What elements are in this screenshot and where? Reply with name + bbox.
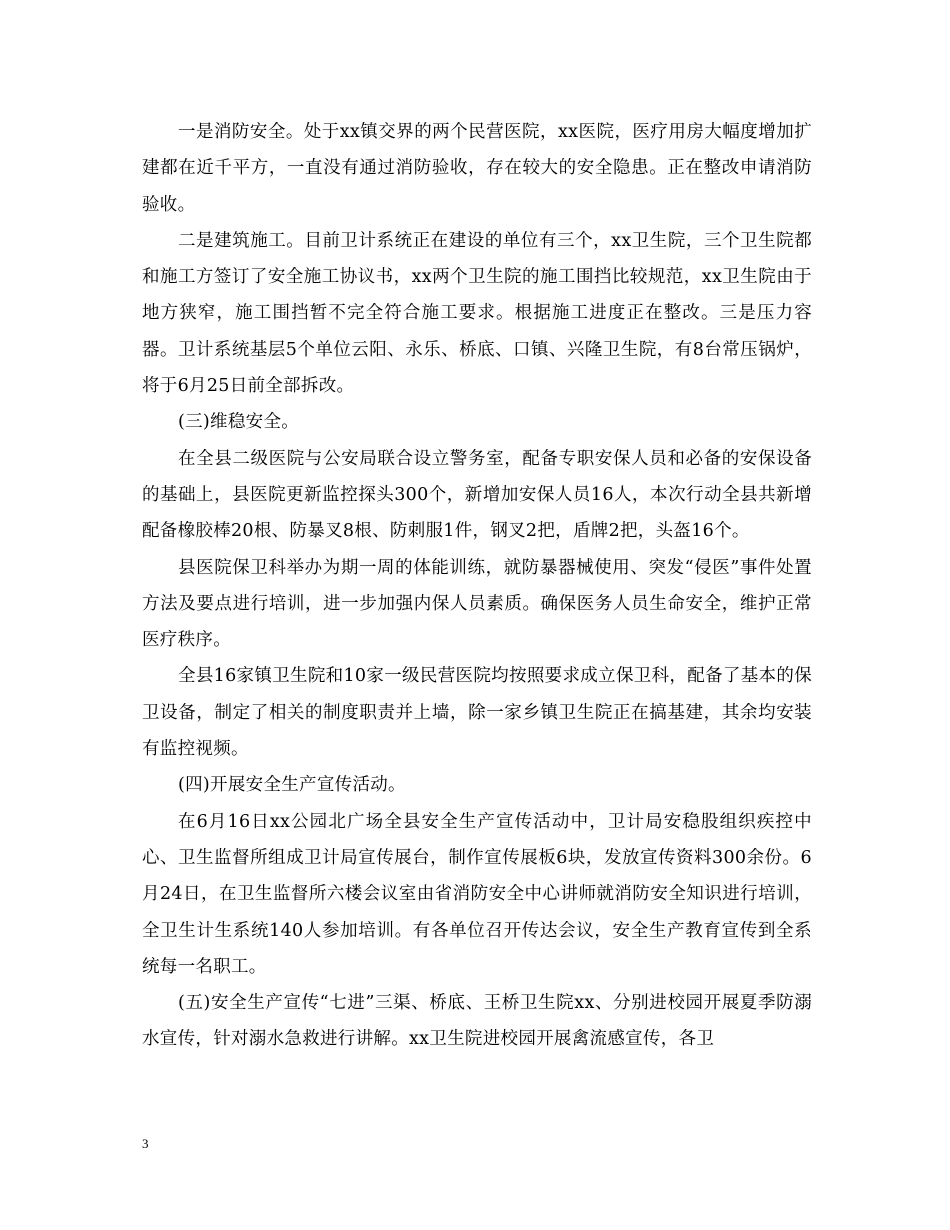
heading-stability-safety: (三)维稳安全。 xyxy=(178,412,300,433)
paragraph-publicity-details: 在6月16日xx公园北广场全县安全生产宣传活动中，卫计局安稳股组织疾控中心、卫生监督所组成卫计局宣传展台，制作宣传展板6块，发放宣传资料300余份。6月24日，在卫生监督所六楼会议室由省消防安全中心讲师就消防安全知识进行培训，全卫生计生系统140人参加培训。有各单位召开传达会议，安全生产教育宣传到全系统每一名职工。 xyxy=(142,811,812,977)
document-body xyxy=(142,114,812,1058)
paragraph-township-security: 全县16家镇卫生院和10家一级民营医院均按照要求成立保卫科，配备了基本的保卫设备，制定了相关的制度职责并上墙，除一家乡镇卫生院正在搞基建，其余均安装有监控视频。 xyxy=(142,666,812,760)
heading-publicity-activities: (四)开展安全生产宣传活动。 xyxy=(178,775,406,796)
paragraph-security-training: 县医院保卫科举办为期一周的体能训练，就防暴器械使用、突发“侵医”事件处置方法及要点进行培训，进一步加强内保人员素质。确保医务人员生命安全，维护正常医疗秩序。 xyxy=(142,557,812,651)
paragraph-seven-entries: (五)安全生产宣传“七进”三渠、桥底、王桥卫生院xx、分别进校园开展夏季防溺水宣传，针对溺水急救进行讲解。xx卫生院进校园开展禽流感宣传，各卫 xyxy=(142,993,812,1050)
paragraph-fire-safety: 一是消防安全。处于xx镇交界的两个民营医院，xx医院，医疗用房大幅度增加扩建都在近千平方，一直没有通过消防验收，存在较大的安全隐患。正在整改申请消防验收。 xyxy=(142,122,812,215)
paragraph-security-equipment: 在全县二级医院与公安局联合设立警务室，配备专职安保人员和必备的安保设备的基础上，县医院更新监控探头300个，新增加安保人员16人，本次行动全县共新增配备橡胶棒20根、防暴叉8根、防刺服1件，钢叉2把，盾牌2把，头盔16个。 xyxy=(142,448,812,542)
page-number: 3 xyxy=(142,1136,149,1151)
paragraph-construction-pressure: 二是建筑施工。目前卫计系统正在建设的单位有三个，xx卫生院，三个卫生院都和施工方签订了安全施工协议书，xx两个卫生院的施工围挡比较规范，xx卫生院由于地方狭窄，施工围挡暂不完全符合施工要求。根据施工进度正在整改。三是压力容器。卫计系统基层5个单位云阳、永乐、桥底、口镇、兴隆卫生院，有8台常压锅炉，将于6月25日前全部拆改。 xyxy=(142,230,812,397)
